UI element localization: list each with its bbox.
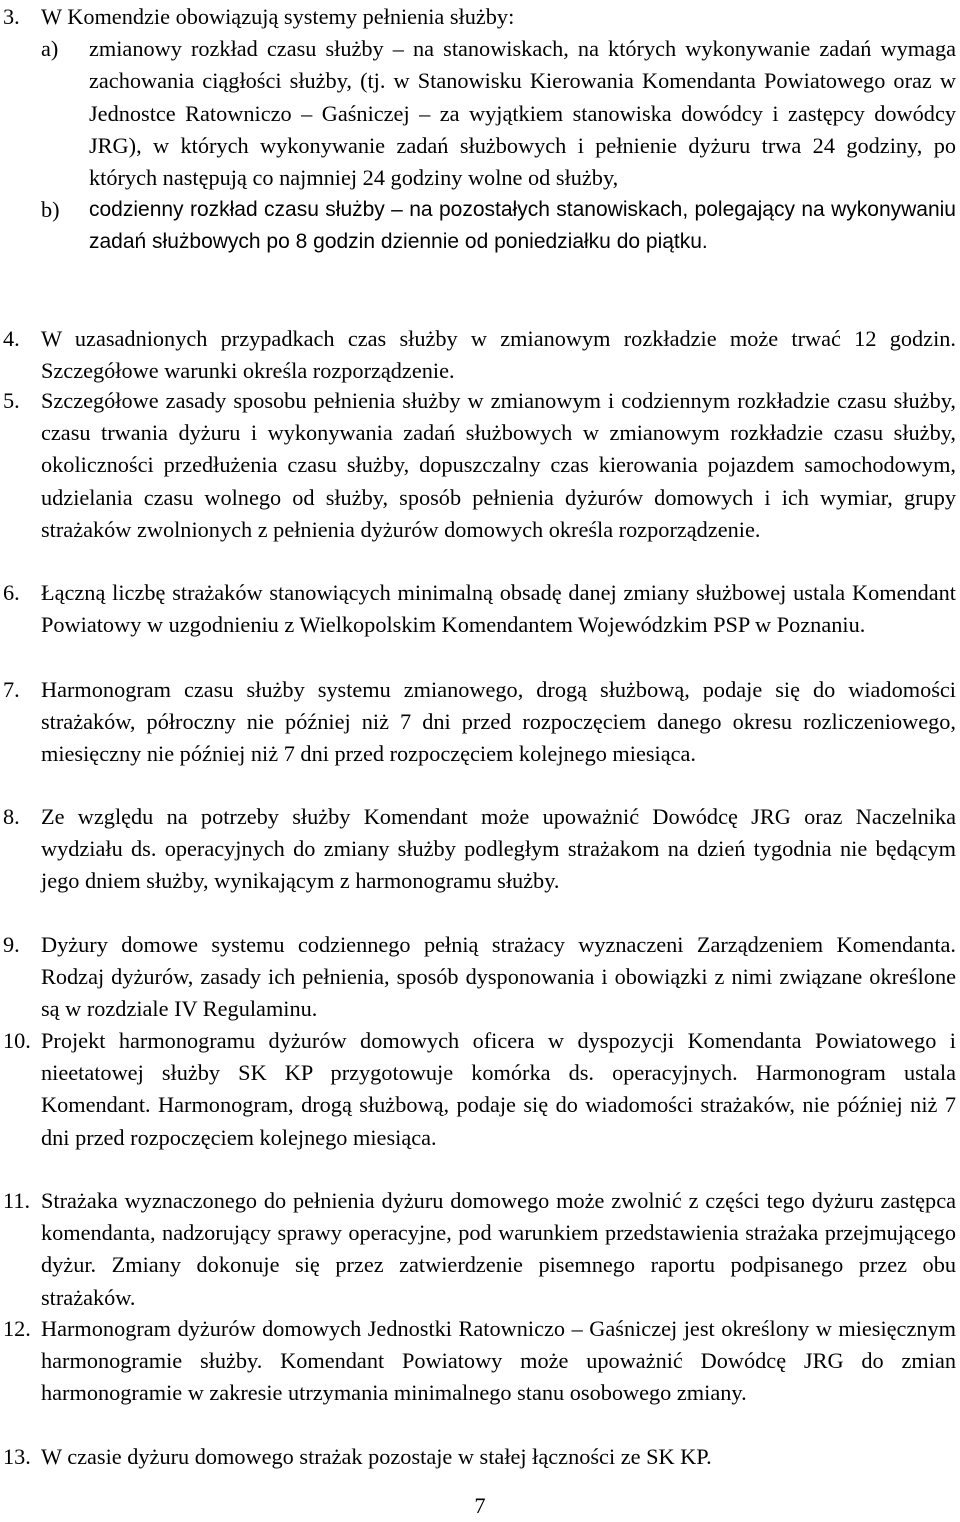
list-item-7 [0,674,960,771]
list-item-10 [0,1025,960,1154]
list-item-6 [0,577,960,641]
list-text: Szczegółowe zasady sposobu pełnienia służby w zmianowym i codziennym rozkładzie czasu służby, czasu trwania dyżuru i wykonywania zadań służbowych w zmianowym rozkładzie czasu służby, okoliczności przedłużenia czasu służby, dopuszczalny czas kierowania pojazdem samochodowym, udzielania czasu wolnego od służby, sposób pełnienia dyżurów domowych i ich wymiar, grupy strażaków zwolnionych z pełnienia dyżurów domowych określa rozporządzenie. [41,388,956,542]
sublist-text: codzienny rozkład czasu służby – na pozostałych stanowiskach, polegający na wykonywaniu zadań służbowych po 8 godzin dziennie od poniedziałku do piątku. [89,198,956,254]
list-number: 8. [3,804,20,829]
list-number: 9. [3,932,20,957]
sublist-letter: b) [41,197,60,223]
list-item-11 [0,1185,960,1314]
list-text: W Komendzie obowiązują systemy pełnienia służby: [41,4,515,29]
list-text: Harmonogram czasu służby systemu zmianowego, drogą służbową, podaje się do wiadomości strażaków, półroczny nie później niż 7 dni przed rozpoczęciem danego okresu rozliczeniowego, miesięczny nie później niż 7 dni przed rozpoczęciem kolejnego miesiąca. [41,677,956,767]
list-text: Projekt harmonogramu dyżurów domowych oficera w dyspozycji Komendanta Powiatowego i nieetatowej służby SK KP przygotowuje komórka ds. operacyjnych. Harmonogram ustala Komendant. Harmonogram, drogą służbową, podaje się do wiadomości strażaków, nie później niż 7 dni przed rozpoczęciem kolejnego miesiąca. [41,1028,956,1150]
list-text: W czasie dyżuru domowego strażak pozostaje w stałej łączności ze SK KP. [41,1444,712,1469]
list-text-container [41,1,956,259]
list-number: 4. [3,326,20,351]
list-text: Łączną liczbę strażaków stanowiących minimalną obsadę danej zmiany służbowej ustala Komendant Powiatowy w uzgodnieniu z Wielkopolskim Komendantem Wojewódzkim PSP w Poznaniu. [41,580,956,638]
list-number: 10. [3,1028,31,1053]
list-text: Dyżury domowe systemu codziennego pełnią strażacy wyznaczeni Zarządzeniem Komendanta. Rodzaj dyżurów, zasady ich pełnienia, sposób dysponowania i obowiązki z nimi związane określone są w rozdziale IV Regulaminu. [41,932,956,1022]
list-item-12 [0,1313,960,1410]
list-text: Ze względu na potrzeby służby Komendant może upoważnić Dowódcę JRG oraz Naczelnika wydziału ds. operacyjnych do zmiany służby podległym strażakom na dzień tygodnia nie będącym jego dniem służby, wynikającym z harmonogramu służby. [41,804,956,894]
list-item-3 [0,1,960,259]
sublist-text: zmianowy rozkład czasu służby – na stanowiskach, na których wykonywanie zadań wymaga zachowania ciągłości służby, (tj. w Stanowisku Kierowania Komendanta Powiatowego oraz w Jednostce Ratowniczo – Gaśniczej – za wyjątkiem stanowiska dowódcy i zastępcy dowódcy JRG), w których wykonywanie zadań służbowych i pełnienie dyżuru trwa 24 godziny, po których następują co najmniej 24 godziny wolne od służby, [89,36,956,191]
sublist-item-b [41,194,956,258]
list-text: W uzasadnionych przypadkach czas służby w zmianowym rozkładzie może trwać 12 godzin. Szczegółowe warunki określa rozporządzenie. [41,326,956,384]
list-text: Harmonogram dyżurów domowych Jednostki Ratowniczo – Gaśniczej jest określony w miesięcznym harmonogramie służby. Komendant Powiatowy może upoważnić Dowódcę JRG do zmian harmonogramie w zakresie utrzymania minimalnego stanu osobowego zmiany. [41,1316,956,1406]
sublist-letter: a) [41,36,59,62]
list-number: 3. [3,4,20,29]
list-number: 5. [3,388,20,413]
page-number: 7 [474,1493,486,1518]
list-item-8 [0,801,960,898]
sublist-item-a [41,33,956,194]
list-text: Strażaka wyznaczonego do pełnienia dyżuru domowego może zwolnić z części tego dyżuru zastępca komendanta, nadzorujący sprawy operacyjne, pod warunkiem przedstawienia strażaka przejmującego dyżur. Zmiany dokonuje się przez zatwierdzenie pisemnego raportu podpisanego przez obu strażaków. [41,1188,956,1310]
list-number: 7. [3,677,20,702]
list-number: 6. [3,580,20,605]
list-item-4 [0,323,960,387]
list-number: 13. [3,1444,31,1469]
list-item-5 [0,385,960,546]
list-number: 12. [3,1316,31,1341]
list-item-9 [0,929,960,1026]
list-number: 11. [3,1188,31,1213]
list-item-13 [0,1441,960,1473]
